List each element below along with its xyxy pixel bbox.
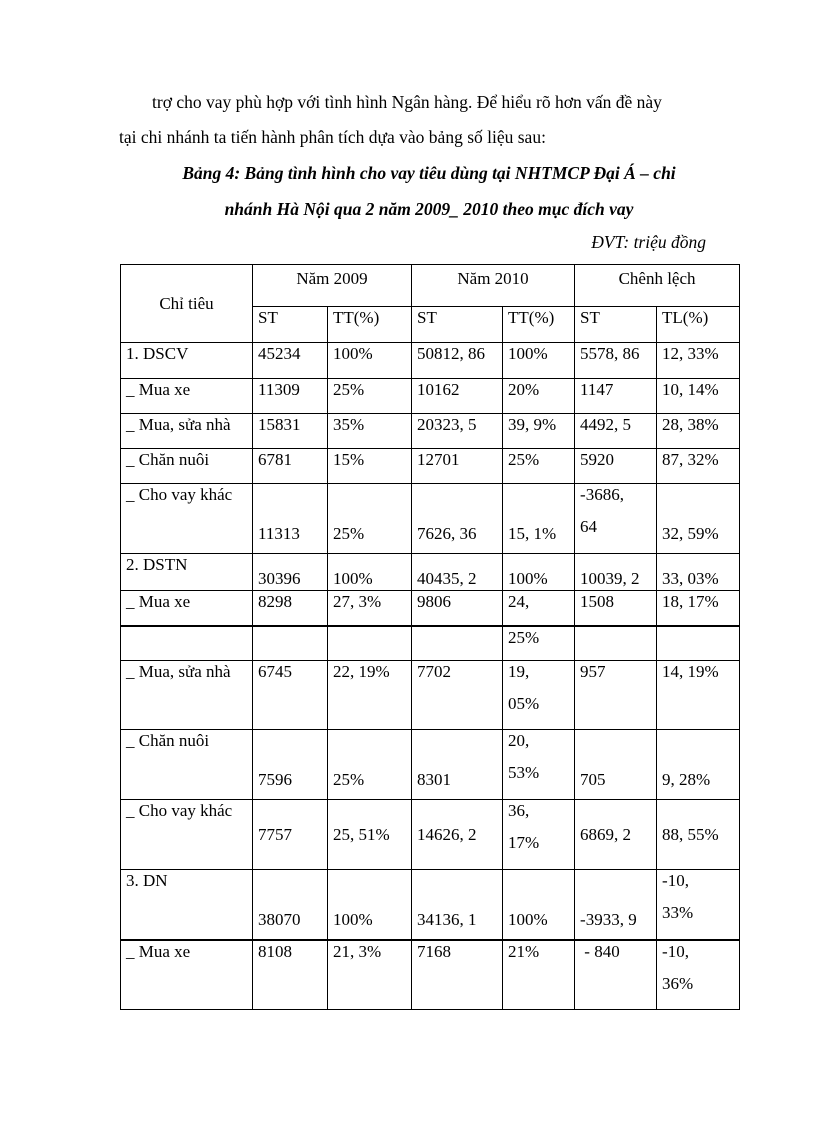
cell-tt-2010: 100% [503, 554, 575, 591]
cell-st-2009: 6781 [253, 449, 328, 484]
cell-st-2010: 9806 [412, 591, 503, 626]
row-label: _ Mua, sửa nhà [121, 661, 253, 730]
cell-tt-2009: 35% [328, 414, 412, 449]
cell-tl: 33, 03% [657, 554, 740, 591]
cell-tt-2010 [503, 730, 575, 800]
row-label: 3. DN [121, 870, 253, 940]
table-row [121, 484, 740, 554]
unit-label: ĐVT: triệu đồng [591, 232, 706, 252]
cell-tt-2009: 15% [328, 449, 412, 484]
header-tt-2009: TT(%) [328, 307, 412, 343]
cell-st-2010: 50812, 86 [412, 343, 503, 379]
cell-tt-2010: 21% [503, 940, 575, 1010]
table-caption-line-1: Bảng 4: Bảng tình hình cho vay tiêu dùng tại NHTMCP Đại Á – chi [182, 163, 676, 183]
cell-tt-2009: 100% [328, 554, 412, 591]
header-st-2010: ST [412, 307, 503, 343]
row-label: 2. DSTN [121, 554, 253, 591]
cell-st-chenh-lech: 957 [575, 661, 657, 730]
cell-st-chenh-lech: -3933, 9 [575, 870, 657, 940]
cell-line-top: 19, [508, 662, 530, 681]
header-tt-2010: TT(%) [503, 307, 575, 343]
header-nam-2010: Năm 2010 [412, 265, 575, 307]
cell-tl: 18, 17% [657, 591, 740, 626]
cell-tl: 10, 14% [657, 379, 740, 414]
cell-st-2009: 11309 [253, 379, 328, 414]
cell-st-chenh-lech: 4492, 5 [575, 414, 657, 449]
table-row [121, 379, 740, 414]
table-row [121, 870, 740, 940]
cell-line-bottom: 33% [662, 903, 694, 922]
cell-tl: 88, 55% [657, 800, 740, 870]
cell-line-top: 36, [508, 801, 530, 820]
row-label: _ Mua xe [121, 940, 253, 1010]
header-nam-2009: Năm 2009 [253, 265, 412, 307]
cell-tt-2010: 100% [503, 343, 575, 379]
cell-st-2009: 7596 [253, 730, 328, 800]
cell-tt-2009: 25% [328, 730, 412, 800]
cell-tl [657, 870, 740, 940]
cell-tt-2009: 21, 3% [328, 940, 412, 1010]
cell-tt-2010: 15, 1% [503, 484, 575, 554]
cell-tl: 12, 33% [657, 343, 740, 379]
cell-st-2009 [253, 626, 328, 661]
cell-line-bottom: 53% [508, 763, 540, 782]
loan-table [120, 264, 740, 1010]
row-label: _ Chăn nuôi [121, 730, 253, 800]
cell-st-2010: 12701 [412, 449, 503, 484]
cell-line-top: -10, [662, 941, 689, 961]
cell-st-2009: 8108 [253, 940, 328, 1010]
cell-st-2010: 7626, 36 [412, 484, 503, 554]
table-row [121, 554, 740, 591]
table-row [121, 730, 740, 800]
cell-tl [657, 940, 740, 1010]
cell-st-2009: 30396 [253, 554, 328, 591]
cell-tl [657, 626, 740, 661]
cell-st-2009: 15831 [253, 414, 328, 449]
cell-st-2010: 7702 [412, 661, 503, 730]
cell-st-chenh-lech [575, 484, 657, 554]
cell-st-chenh-lech [575, 626, 657, 661]
table-row [121, 661, 740, 730]
cell-st-chenh-lech: 1508 [575, 591, 657, 626]
row-label [121, 626, 253, 661]
cell-tt-2009 [328, 626, 412, 661]
cell-st-2010: 8301 [412, 730, 503, 800]
cell-st-2009: 38070 [253, 870, 328, 940]
cell-tt-2010 [503, 800, 575, 870]
cell-st-2009: 11313 [253, 484, 328, 554]
cell-st-chenh-lech: 705 [575, 730, 657, 800]
cell-st-2010: 20323, 5 [412, 414, 503, 449]
cell-tt-2009: 100% [328, 870, 412, 940]
cell-st-2010: 34136, 1 [412, 870, 503, 940]
cell-tt-2010: 39, 9% [503, 414, 575, 449]
cell-tt-2010: 20% [503, 379, 575, 414]
cell-st-2009: 7757 [253, 800, 328, 870]
table-caption-line-2: nhánh Hà Nội qua 2 năm 2009_ 2010 theo mục đích vay [224, 199, 634, 219]
cell-tt-2010: 24, [503, 591, 575, 626]
table-row [121, 343, 740, 379]
paragraph-line-1: trợ cho vay phù hợp với tình hình Ngân hàng. Để hiểu rõ hơn vấn đề này [152, 92, 662, 112]
cell-tl: 28, 38% [657, 414, 740, 449]
cell-tt-2009: 27, 3% [328, 591, 412, 626]
header-chenh-lech: Chênh lệch [575, 265, 740, 307]
cell-st-2010: 14626, 2 [412, 800, 503, 870]
cell-st-chenh-lech: 10039, 2 [575, 554, 657, 591]
header-st-2009: ST [253, 307, 328, 343]
cell-st-2010: 10162 [412, 379, 503, 414]
table-row [121, 940, 740, 1010]
cell-st-chenh-lech: 5578, 86 [575, 343, 657, 379]
cell-tt-2009: 25, 51% [328, 800, 412, 870]
row-label: 1. DSCV [121, 343, 253, 379]
table-row [121, 800, 740, 870]
cell-line-top: -3686, [580, 485, 624, 504]
cell-st-2009: 45234 [253, 343, 328, 379]
cell-line-top: 20, [508, 731, 530, 750]
header-chi-tieu: Chỉ tiêu [121, 265, 253, 343]
cell-st-chenh-lech: - 840 [575, 940, 657, 1010]
cell-tl: 32, 59% [657, 484, 740, 554]
table-row [121, 591, 740, 626]
cell-line-bottom: 36% [662, 973, 694, 993]
cell-line-bottom: 05% [508, 694, 540, 713]
cell-st-chenh-lech: 6869, 2 [575, 800, 657, 870]
cell-tl: 9, 28% [657, 730, 740, 800]
cell-st-2010: 40435, 2 [412, 554, 503, 591]
cell-tt-2009: 100% [328, 343, 412, 379]
row-label: _ Cho vay khác [121, 800, 253, 870]
cell-st-2010 [412, 626, 503, 661]
cell-st-chenh-lech: 1147 [575, 379, 657, 414]
table-row [121, 626, 740, 661]
cell-line-top: -10, [662, 871, 689, 890]
header-tl: TL(%) [657, 307, 740, 343]
paragraph-line-2: tại chi nhánh ta tiến hành phân tích dựa vào bảng số liệu sau: [119, 127, 546, 147]
row-label: _ Chăn nuôi [121, 449, 253, 484]
cell-tt-2010: 100% [503, 870, 575, 940]
cell-tt-2010 [503, 661, 575, 730]
table-row [121, 414, 740, 449]
cell-tl: 87, 32% [657, 449, 740, 484]
cell-tl: 14, 19% [657, 661, 740, 730]
cell-tt-2010: 25% [503, 449, 575, 484]
row-label: _ Cho vay khác [121, 484, 253, 554]
header-st-chenh-lech: ST [575, 307, 657, 343]
cell-tt-2010: 25% [503, 626, 575, 661]
cell-tt-2009: 25% [328, 379, 412, 414]
cell-st-2009: 6745 [253, 661, 328, 730]
row-label: _ Mua, sửa nhà [121, 414, 253, 449]
cell-st-2010: 7168 [412, 940, 503, 1010]
table-row [121, 449, 740, 484]
row-label: _ Mua xe [121, 379, 253, 414]
cell-st-chenh-lech: 5920 [575, 449, 657, 484]
row-label: _ Mua xe [121, 591, 253, 626]
cell-tt-2009: 22, 19% [328, 661, 412, 730]
cell-tt-2009: 25% [328, 484, 412, 554]
cell-line-bottom: 64 [580, 517, 598, 536]
cell-st-2009: 8298 [253, 591, 328, 626]
cell-line-bottom: 17% [508, 833, 540, 852]
